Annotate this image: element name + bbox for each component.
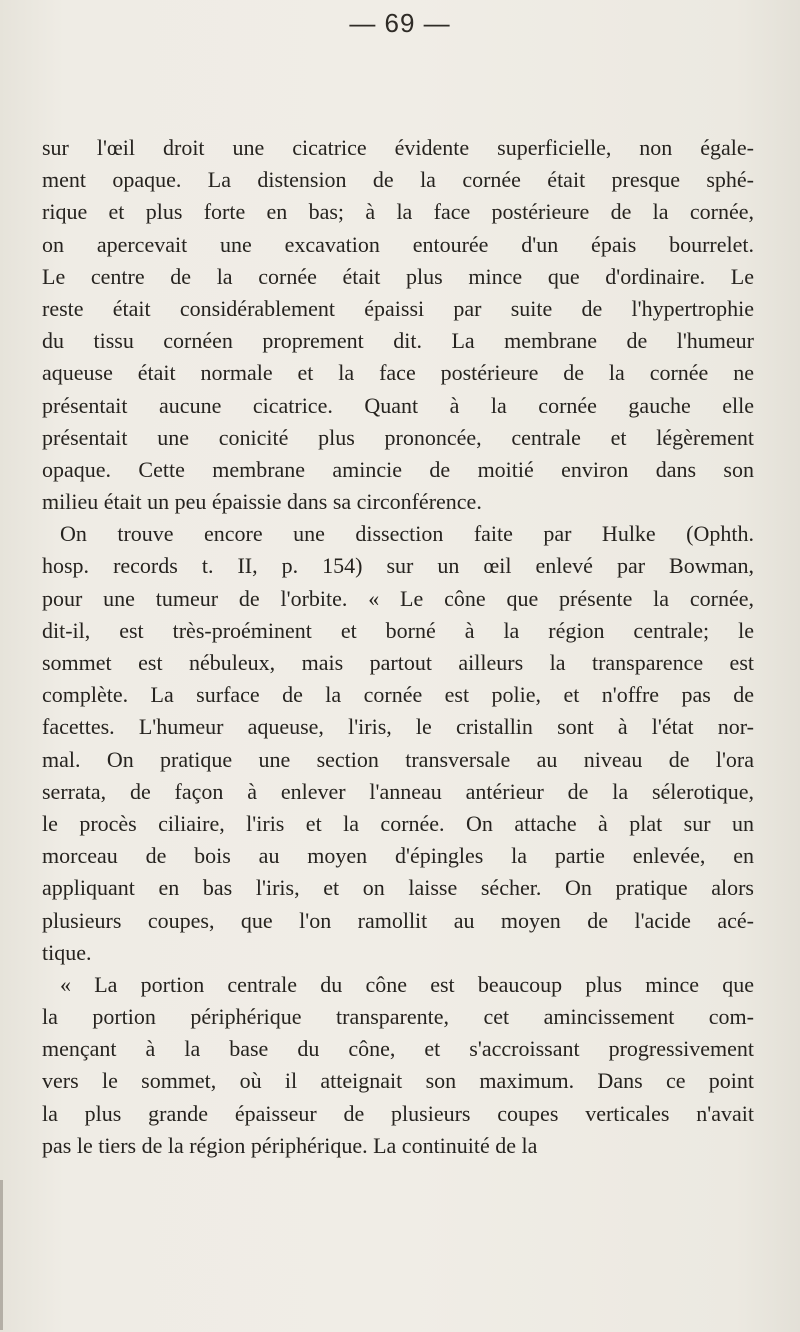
page-edge-shadow: [0, 1180, 3, 1330]
text-line: hosp. records t. II, p. 154) sur un œil enlevé par Bowman,: [42, 553, 754, 579]
text-line: mal. On pratique une section transversale au niveau de l'ora: [42, 746, 754, 772]
text-line: morceau de bois au moyen d'épingles la partie enlevée, en: [42, 843, 754, 869]
text-line: tique.: [42, 939, 92, 965]
text-line: plusieurs coupes, que l'on ramollit au moyen de l'acide acé-: [42, 907, 754, 933]
text-line: facettes. L'humeur aqueuse, l'iris, le cristallin sont à l'état nor-: [42, 714, 754, 740]
text-line: Le centre de la cornée était plus mince que d'ordinaire. Le: [42, 263, 754, 289]
text-line: serrata, de façon à enlever l'anneau antérieur de la sélerotique,: [42, 778, 754, 804]
text-line: la portion périphérique transparente, cet amincissement com-: [42, 1004, 754, 1030]
text-line: ment opaque. La distension de la cornée était presque sphé-: [42, 167, 754, 193]
text-line: vers le sommet, où il atteignait son maximum. Dans ce point: [42, 1068, 754, 1094]
text-line: On trouve encore une dissection faite par Hulke (Ophth.: [60, 521, 754, 547]
text-line: pas le tiers de la région périphérique. La continuité de la: [42, 1132, 538, 1158]
page-number: — 69 —: [349, 8, 451, 38]
text-line: sur l'œil droit une cicatrice évidente superficielle, non égale-: [42, 135, 754, 160]
text-line: opaque. Cette membrane amincie de moitié environ dans son: [42, 456, 754, 482]
text-line: présentait aucune cicatrice. Quant à la cornée gauche elle: [42, 392, 754, 418]
text-line: mençant à la base du cône, et s'accroissant progressivement: [42, 1036, 754, 1062]
text-line: le procès ciliaire, l'iris et la cornée. On attache à plat sur un: [42, 810, 754, 836]
text-line: milieu était un peu épaissie dans sa circonférence.: [42, 489, 482, 515]
text-line: sommet est nébuleux, mais partout ailleurs la transparence est: [42, 650, 754, 675]
text-line: du tissu cornéen proprement dit. La membrane de l'humeur: [42, 328, 754, 354]
text-line: présentait une conicité plus prononcée, centrale et légèrement: [42, 424, 754, 450]
text-line: la plus grande épaisseur de plusieurs coupes verticales n'avait: [42, 1100, 754, 1126]
body-text: [42, 132, 754, 1162]
text-line: appliquant en bas l'iris, et on laisse sécher. On pratique alors: [42, 875, 754, 901]
text-line: pour une tumeur de l'orbite. « Le cône que présente la cornée,: [42, 585, 754, 611]
text-line: on apercevait une excavation entourée d'un épais bourrelet.: [42, 231, 754, 257]
text-line: complète. La surface de la cornée est polie, et n'offre pas de: [42, 682, 754, 708]
text-line: aqueuse était normale et la face postérieure de la cornée ne: [42, 360, 754, 386]
text-line: dit-il, est très-proéminent et borné à la région centrale; le: [42, 617, 754, 643]
text-line: reste était considérablement épaissi par suite de l'hypertrophie: [42, 295, 754, 321]
text-line: rique et plus forte en bas; à la face postérieure de la cornée,: [42, 199, 754, 225]
text-line: « La portion centrale du cône est beaucoup plus mince que: [60, 971, 754, 997]
